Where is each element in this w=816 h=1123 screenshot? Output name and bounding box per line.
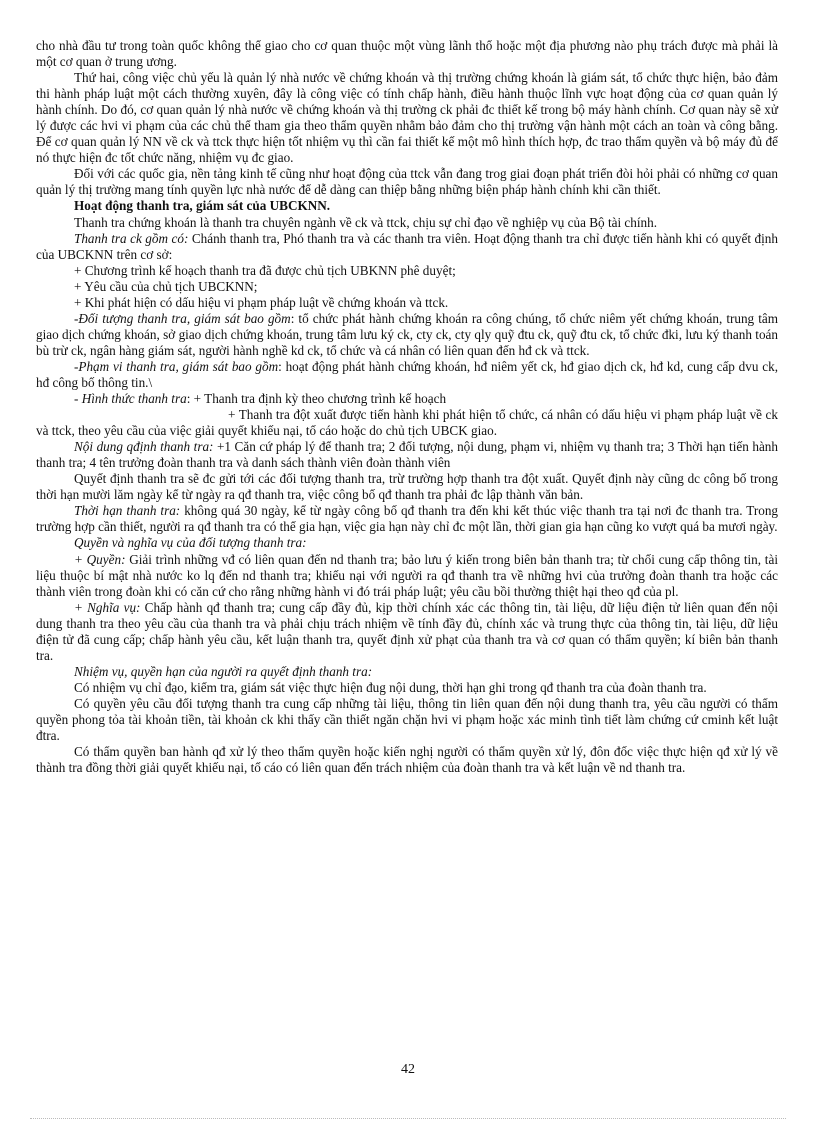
bullet-plan: + Chương trình kế hoạch thanh tra đã được chủ tịch UBKNN phê duyệt; — [74, 262, 456, 278]
section-heading: Hoạt động thanh tra, giám sát của UBCKNN. — [74, 198, 331, 214]
paragraph-rights: + Quyền: Giải trình những vđ có liên quan đến nd thanh tra; bảo lưu ý kiến trong biên bản thanh tra; từ chối cung cấp thông tin, tài liệu thuộc bí mật nhà nước ko lq đến nd thanh tra; khiếu nại với người ra qđ thanh tra về những hvi của trưởng đoàn thanh tra hoặc các thành viên trong đoàn khi có căn cứ cho rằng những hành vi đó trái pháp luật; yêu cầu bồi thường thiệt hại theo qđ của pl. — [36, 551, 778, 599]
page-number: 42 — [401, 1062, 415, 1077]
paragraph-countries: Đối với các quốc gia, nền tảng kinh tế cũng như hoạt động của ttck vẫn đang trog giai đoạn phát triển đòi hỏi phải có những cơ quan quản lý thị trường mang tính quyền lực nhà nước để dễ dàng can thiệp bằng những biện pháp hành chính khi cần thiết. — [36, 166, 778, 198]
paragraph-decision-delivery: Quyết định thanh tra sẽ đc gửi tới các đối tượng thanh tra, trừ trường hợp thanh tra đột xuất. Quyết định này cũng dc công bố trong thời hạn mười lăm ngày kể từ ngày ra qđ thanh tra, việc công bố qđ thanh tra phải đc lập thành văn bản. — [36, 471, 778, 503]
label-forms: - Hình thức thanh tra — [74, 391, 187, 407]
paragraph-inspection-members: Thanh tra ck gồm có: Chánh thanh tra, Phó thanh tra và các thanh tra viên. Hoạt động thanh tra chỉ được tiến hành khi có quyết định của UBCKNN trên cơ sở: — [36, 230, 778, 262]
paragraph-scope: -Phạm vi thanh tra, giám sát bao gồm: hoạt động phát hành chứng khoán, hđ niêm yết ck, hđ giao dịch ck, hđ kd, cung cấp dvu ck, hđ công bố thông tin.\ — [36, 358, 778, 390]
paragraph-subjects: -Đối tượng thanh tra, giám sát bao gồm: tổ chức phát hành chứng khoán ra công chúng, tổ chức niêm yết chứng khoán, trung tâm giao dịch chứng khoán, sở giao dịch chứng khoán, trung tâm lưu ký ck, cty ck, cty qly quỹ đtu ck, quỹ đtu ck, tổ chức đki, lưu ký thanh toán bù trừ ck, ngân hàng giám sát, người hành nghề kd ck, tổ chức và cá nhân có liên quan đến hđ ck và ttck. — [36, 310, 778, 358]
paragraph-second-point: Thứ hai, công việc chủ yếu là quản lý nhà nước về chứng khoán và thị trường chứng khoán là giám sát, tổ chức thực hiện, bảo đảm thi hành pháp luật một cách thường xuyên, đây là công việc có tính chấp hành, điều hành thuộc lĩnh vực hoạt động của cơ quan quản lý hành chính. Do đó, cơ quan quản lý nhà nước về chứng khoán và thị trường ck phải đc thiết kế trong bộ máy hành chính. Cơ quan này sẽ xử lý được các hvi vi phạm của các chủ thể tham gia theo thẩm quyền nhằm bảo đảm cho thị trường vận hành một cách an toàn và công bằng. Để cơ quan quản lý NN về ck và ttck thực hiện tốt nhiệm vụ thì cần fai thiết kế một mô hình thích hợp, đc trao thẩm quyền và bộ máy đủ để nó thực hiện đc tốt chức năng, nhiệm vụ đc giao. — [36, 70, 778, 166]
paragraph-intro: cho nhà đầu tư trong toàn quốc không thể giao cho cơ quan thuộc một vùng lãnh thổ hoặc một địa phương nào phụ trách được mà phải là một cơ quan ở trung ương. — [36, 38, 778, 70]
paragraph-forms-continued: + Thanh tra đột xuất được tiến hành khi phát hiện tổ chức, cá nhân có dấu hiệu vi phạm pháp luật về ck và ttck, theo yêu cầu của việc giải quyết khiếu nại, tố cáo hoặc do chủ tịch UBCK giao. — [36, 407, 778, 439]
label-rights: + Quyền: — [74, 551, 126, 567]
subheading-decision-maker: Nhiệm vụ, quyền hạn của người ra quyết định thanh tra: — [74, 663, 373, 679]
label-scope: -Phạm vi thanh tra, giám sát bao gồm — [74, 358, 279, 374]
paragraph-duties: Có nhiệm vụ chỉ đạo, kiểm tra, giám sát việc thực hiện đug nội dung, thời hạn ghi trong qđ thanh tra của đoàn thanh tra. — [74, 679, 707, 695]
paragraph-securities-inspection: Thanh tra chứng khoán là thanh tra chuyên ngành về ck và ttck, chịu sự chỉ đạo về nghiệp vụ của Bộ tài chính. — [74, 214, 658, 230]
paragraph-authority: Có thẩm quyền ban hành qđ xử lý theo thẩm quyền hoặc kiến nghị người có thẩm quyền xử lý, đôn đốc việc thực hiện qđ xử lý về thành tra đồng thời giải quyết khiếu nại, tố cáo có liên quan đến trách nhiệm của đoàn thanh tra và kết luận về nd thanh tra. — [36, 744, 778, 776]
label-inspection-members: Thanh tra ck gồm có: — [74, 230, 189, 246]
label-decision-content: Nội dung qđịnh thanh tra: — [74, 439, 214, 455]
bullet-request: + Yêu cầu của chủ tịch UBCKNN; — [74, 278, 258, 294]
paragraph-duration: Thời hạn thanh tra: không quá 30 ngày, kể từ ngày công bố qđ thanh tra đến khi kết thúc việc thanh tra tại nơi đc thanh tra. Trong trường hợp cần thiết, người ra qđ thanh tra có thể gia hạn, việc gia hạn này chỉ đc một lần, thời gian gia hạn cũng ko vượt quá ba mươi ngày. — [36, 503, 779, 535]
paragraph-forms: - Hình thức thanh tra: + Thanh tra định kỳ theo chương trình kế hoạch — [74, 391, 447, 407]
paragraph-decision-content: Nội dung qđịnh thanh tra: +1 Căn cứ pháp lý để thanh tra; 2 đối tượng, nội dung, phạm vi, nhiệm vụ thanh tra; 3 Thời hạn tiến hành thanh tra; 4 tên trưởng đoàn thanh tra và danh sách thành viên đoàn thành viên — [36, 439, 778, 471]
footer-divider — [30, 1118, 786, 1119]
document-body — [36, 38, 778, 776]
paragraph-obligations: + Nghĩa vụ: Chấp hành qđ thanh tra; cung cấp đầy đủ, kịp thời chính xác các thông tin, tài liệu, dữ liệu điện tử liên quan đến nội dung thanh tra theo yêu cầu của thanh tra và phải chịu trách nhiệm về tính đầy đủ, chính xác và trung thực của thông tin, tài liệu, dữ liệu điện tử đã cung cấp; chấp hành yêu cầu, kết luận thanh tra, quyết định xử phạt của thanh tra và cơ quan có thẩm quyền; kí biên bản thanh tra. — [36, 599, 778, 663]
subheading-rights-obligations: Quyền và nghĩa vụ của đối tượng thanh tra: — [74, 535, 307, 551]
label-obligations: + Nghĩa vụ: — [74, 599, 141, 615]
label-duration: Thời hạn thanh tra: — [74, 503, 181, 519]
label-subjects: -Đối tượng thanh tra, giám sát bao gồm — [74, 310, 291, 326]
paragraph-powers: Có quyền yêu cầu đối tượng thanh tra cung cấp những tài liệu, thông tin liên quan đến nội dung thanh tra, yêu cầu người có thẩm quyền phong tỏa tài khoản tiền, tài khoản ck khi thấy cần thiết ngăn chặn hvi vi phạm hoặc xác minh tình tiết làm chứng cứ cminh kết luật đtra. — [36, 695, 778, 744]
bullet-violation: + Khi phát hiện có dấu hiệu vi phạm pháp luật về chứng khoán và ttck. — [74, 294, 449, 310]
